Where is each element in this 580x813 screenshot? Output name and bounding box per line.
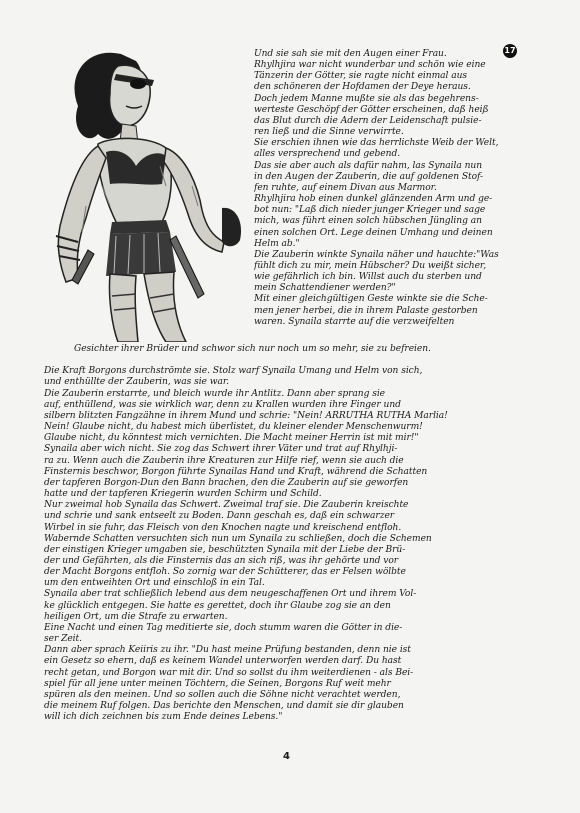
text-line: fen ruhte, auf einem Divan aus Marmor. <box>254 182 437 193</box>
text-line: ra zu. Wenn auch die Zauberin ihre Kreaturen zur Hilfe rief, wenn sie auch die <box>44 455 404 466</box>
text-line: ser Zeit. <box>44 634 82 645</box>
text-line: men jener herbei, die in ihrem Palaste gestorben <box>254 305 478 316</box>
text-line: silbern blitzten Fangzähne in ihrem Mund und schrie: "Nein! ARRUTHA RUTHA Marlia! <box>44 410 448 421</box>
page-badge: 17 <box>503 44 517 58</box>
text-line: der tapferen Borgon-Dun den Bann brachen, den die Zauberin auf sie geworfen <box>44 477 409 488</box>
text-line: Synaila aber wich nicht. Sie zog das Schwert ihrer Väter und trat auf Rhylhji- <box>44 444 398 455</box>
text-line: will ich dich zeichnen bis zum Ende deines Lebens." <box>44 712 283 723</box>
text-line: alles versprechend und gebend. <box>254 149 401 160</box>
text-line: Helm ab." <box>254 238 300 249</box>
text-line: Die Zauberin winkte Synaila näher und hauchte:"Was <box>254 249 499 260</box>
text-line: Die Kraft Borgons durchströmte sie. Stolz warf Synaila Umang und Helm von sich, <box>44 366 423 377</box>
text-line: spiel für all jene unter meinen Töchtern, die Seinen, Borgons Ruf weit mehr <box>44 678 391 689</box>
text-line: um den entweihten Ort und einschloß in ein Tal. <box>44 578 265 589</box>
text-line: hatte und der tapferen Kriegerin wurden Schirm und Schild. <box>44 489 322 500</box>
text-line: die meinem Ruf folgen. Das berichte den Menschen, und damit sie dir glauben <box>44 701 404 711</box>
text-line: auf, enthüllend, was sie wirklich war, denn zu Krallen wurden ihre Finger und <box>44 399 401 410</box>
text-line: der einstigen Krieger umgaben sie, beschützten Synaila mit der Liebe der Brü- <box>44 544 406 555</box>
text-line: Rhylhjira war nicht wunderbar und schön wie eine <box>254 60 486 71</box>
text-line: Mit einer gleichgültigen Geste winkte sie die Sche- <box>254 294 488 305</box>
top-text-column <box>254 49 552 328</box>
text-line: und enthüllte der Zauberin, was sie war. <box>44 377 229 388</box>
text-line: der und Gefährten, als die Finsternis das an sich riß, was ihr gehörte und vor <box>44 555 399 566</box>
text-line: Wirbel in sie fuhr, das Fleisch von den Knochen nagte und kreischend entfloh. <box>44 522 402 533</box>
text-line: Die Zauberin erstarrte, und bleich wurde ihr Antlitz. Dann aber sprang sie <box>44 388 386 399</box>
text-line: wie gefährlich ich bin. Willst auch du sterben und <box>254 272 482 283</box>
text-line: in den Augen der Zauberin, die auf goldenen Stof- <box>254 171 484 182</box>
text-line: Rhylhjira hob einen dunkel glänzenden Arm und ge- <box>254 194 493 205</box>
text-line: Glaube nicht, du könntest mich vernichten. Die Macht meiner Herrin ist mit mir!" <box>44 433 419 444</box>
text-line: waren. Synaila starrte auf die verzweifelten <box>254 316 455 327</box>
text-line: Sie erschien ihnen wie das herrlichste Weib der Welt, <box>254 138 499 149</box>
page-number: 4 <box>283 751 290 762</box>
text-line: der Macht Borgons entfloh. So zornig war der Schütterer, das er Felsen wölbte <box>44 567 406 578</box>
text-line: ren ließ und die Sinne verwirrte. <box>254 127 404 138</box>
text-line: Wabernde Schatten versuchten sich nun um Synaila zu schließen, doch die Schemen <box>44 533 432 544</box>
text-line: mein Schattendiener werden?" <box>254 283 396 294</box>
text-line: Nein! Glaube nicht, du habest mich überlistet, du kleiner elender Menschenwurm! <box>44 422 423 433</box>
text-line: mich, was führt einen solch hübschen Jüngling an <box>254 216 482 227</box>
text-line <box>44 355 554 366</box>
text-line: Doch jedem Manne mußte sie als das begehrens- <box>254 93 479 104</box>
text-line: Tänzerin der Götter, sie ragte nicht einmal aus <box>254 71 468 82</box>
full-width-text-block <box>44 344 554 744</box>
text-line: den schöneren der Hofdamen der Deye heraus. <box>254 82 471 93</box>
text-line: Eine Nacht und einen Tag meditierte sie, doch stumm waren die Götter in die- <box>44 622 403 633</box>
text-line: und schrie und sank entseelt zu Boden. Dann geschah es, daß ein schwarzer <box>44 511 395 522</box>
text-line: Synaila aber trat schließlich lebend aus dem neugeschaffenen Ort und ihrem Vol- <box>44 589 417 600</box>
text-line: spüren als den meinen. Und so sollen auch die Söhne nicht verachtet werden, <box>44 689 401 700</box>
text-line: bot nun: "Laß dich nieder junger Krieger und sage <box>254 205 486 216</box>
warrior-woman-illustration <box>26 36 248 342</box>
text-line: Dann aber sprach Keiiris zu ihr. "Du hast meine Prüfung bestanden, denn nie ist <box>44 645 411 656</box>
text-line: ein Gesetz so ehern, daß es keinem Wandel unterworfen werden darf. Du hast <box>44 656 402 667</box>
text-line: Und sie sah sie mit den Augen einer Frau. <box>254 49 447 59</box>
text-line: einen solchen Ort. Lege deinen Umhang und deinen <box>254 227 493 238</box>
text-line: heiligen Ort, um die Strafe zu erwarten. <box>44 611 228 622</box>
text-line: Das sie aber auch als dafür nahm, las Synaila nun <box>254 160 483 171</box>
text-line: recht getan, und Borgon war mit dir. Und so sollst du ihm weiterdienen - als Bei- <box>44 667 414 678</box>
text-line: Nur zweimal hob Synaila das Schwert. Zweimal traf sie. Die Zauberin kreischte <box>44 500 409 511</box>
text-line: Finsternis beschwor, Borgon führte Synailas Hand und Kraft, während die Schatten <box>44 466 428 477</box>
text-line: ke glücklich entgegen. Sie hatte es gerettet, doch ihr Glaube zog sie an den <box>44 600 391 611</box>
text-line: fühlt dich zu mir, mein Hübscher? Du weißt sicher, <box>254 260 487 271</box>
text-line: das Blut durch die Adern der Leidenschaft pulsie- <box>254 115 482 126</box>
text-line: werteste Geschöpf der Götter erscheinen, daß heiß <box>254 104 489 115</box>
text-line: Gesichter ihrer Brüder und schwor sich nur noch um so mehr, sie zu befreien. <box>74 344 431 354</box>
